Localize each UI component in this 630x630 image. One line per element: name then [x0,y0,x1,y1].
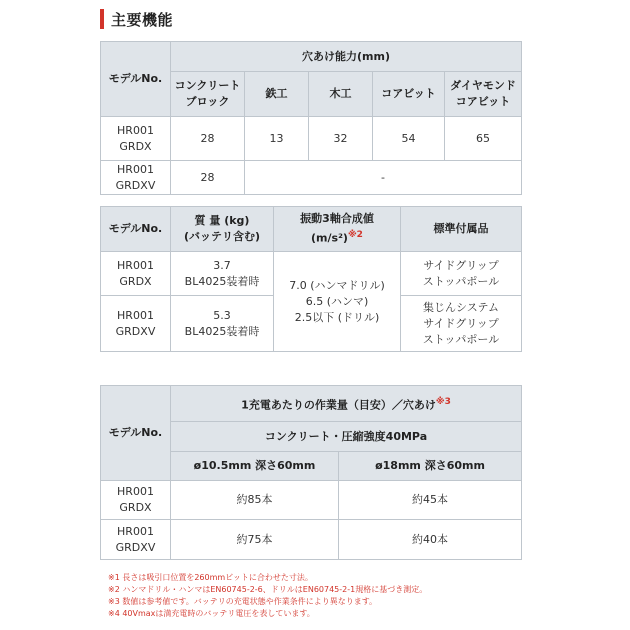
table-row [101,520,522,560]
column-header: ø18mm 深さ60mm [339,452,522,481]
accessories-header: 標準付属品 [401,207,522,252]
column-header: コアビット [373,72,445,117]
column-header: ダイヤモンド コアビット [445,72,522,117]
heading-title: 主要機能 [111,10,174,29]
value-cell: 28 [171,161,245,195]
model-cell: HR001 GRDXV [101,296,171,352]
column-header: ø10.5mm 深さ60mm [171,452,339,481]
concrete-strength-header: コンクリート・圧縮強度40MPa [171,422,522,452]
footnotes [108,572,427,620]
value-cell: 32 [309,117,373,161]
accessories-cell: 集じんシステム サイドグリップ ストッパポール [401,296,522,352]
vibration-note-ref: ※2 [347,230,363,241]
table-row [101,161,522,195]
model-cell: HR001 GRDXV [101,520,171,560]
column-header: 鉄工 [245,72,309,117]
value-cell: 約40本 [339,520,522,560]
value-cell: 28 [171,117,245,161]
model-cell: HR001 GRDX [101,481,171,520]
footnote: ※2 ハンマドリル・ハンマはEN60745-2-6、ドリルはEN60745-2-1規格に基づき測定。 [108,585,428,594]
value-cell: 65 [445,117,522,161]
accessories-cell: サイドグリップ ストッパポール [401,252,522,296]
model-header: モデルNo. [101,207,171,252]
value-cell: 約85本 [171,481,339,520]
vibration-cell: 7.0 (ハンマドリル) 6.5 (ハンマ) 2.5以下 (ドリル) [274,252,401,352]
model-cell: HR001 GRDXV [101,161,171,195]
footnote: ※3 数値は参考値です。バッテリの充電状態や作業条件により異なります。 [108,597,378,606]
table-row [101,117,522,161]
footnote: ※1 長さは吸引口位置を260mmビットに合わせた寸法。 [108,573,313,582]
value-cell: - [245,161,522,195]
mass-vibration-table [100,206,522,352]
column-header: コンクリート ブロック [171,72,245,117]
table-row [101,481,522,520]
model-header: モデルNo. [101,386,171,481]
value-cell: 54 [373,117,445,161]
value-cell: 約75本 [171,520,339,560]
value-cell: 13 [245,117,309,161]
model-cell: HR001 GRDX [101,252,171,296]
table-row [101,252,522,296]
footnote: ※4 40Vmaxは満充電時のバッテリ電圧を表しています。 [108,609,315,618]
model-header: モデルNo. [101,42,171,117]
section-heading [100,8,173,30]
drilling-capacity-header: 穴あけ能力(mm) [171,42,522,72]
mass-cell: 5.3 BL4025装着時 [171,296,274,352]
work-title-text: 1充電あたりの作業量（目安）／穴あけ [241,398,436,412]
vibration-header-text: 振動3軸合成値 (m/s²) [300,212,374,245]
work-per-charge-table [100,385,522,560]
model-cell: HR001 GRDX [101,117,171,161]
mass-header: 質 量 (kg) (バッテリ含む) [171,207,274,252]
vibration-header [274,207,401,252]
drilling-capacity-table [100,41,522,195]
heading-accent-bar [100,9,104,29]
mass-cell: 3.7 BL4025装着時 [171,252,274,296]
column-header: 木工 [309,72,373,117]
value-cell: 約45本 [339,481,522,520]
work-title-header [171,386,522,422]
work-note-ref: ※3 [435,396,451,407]
